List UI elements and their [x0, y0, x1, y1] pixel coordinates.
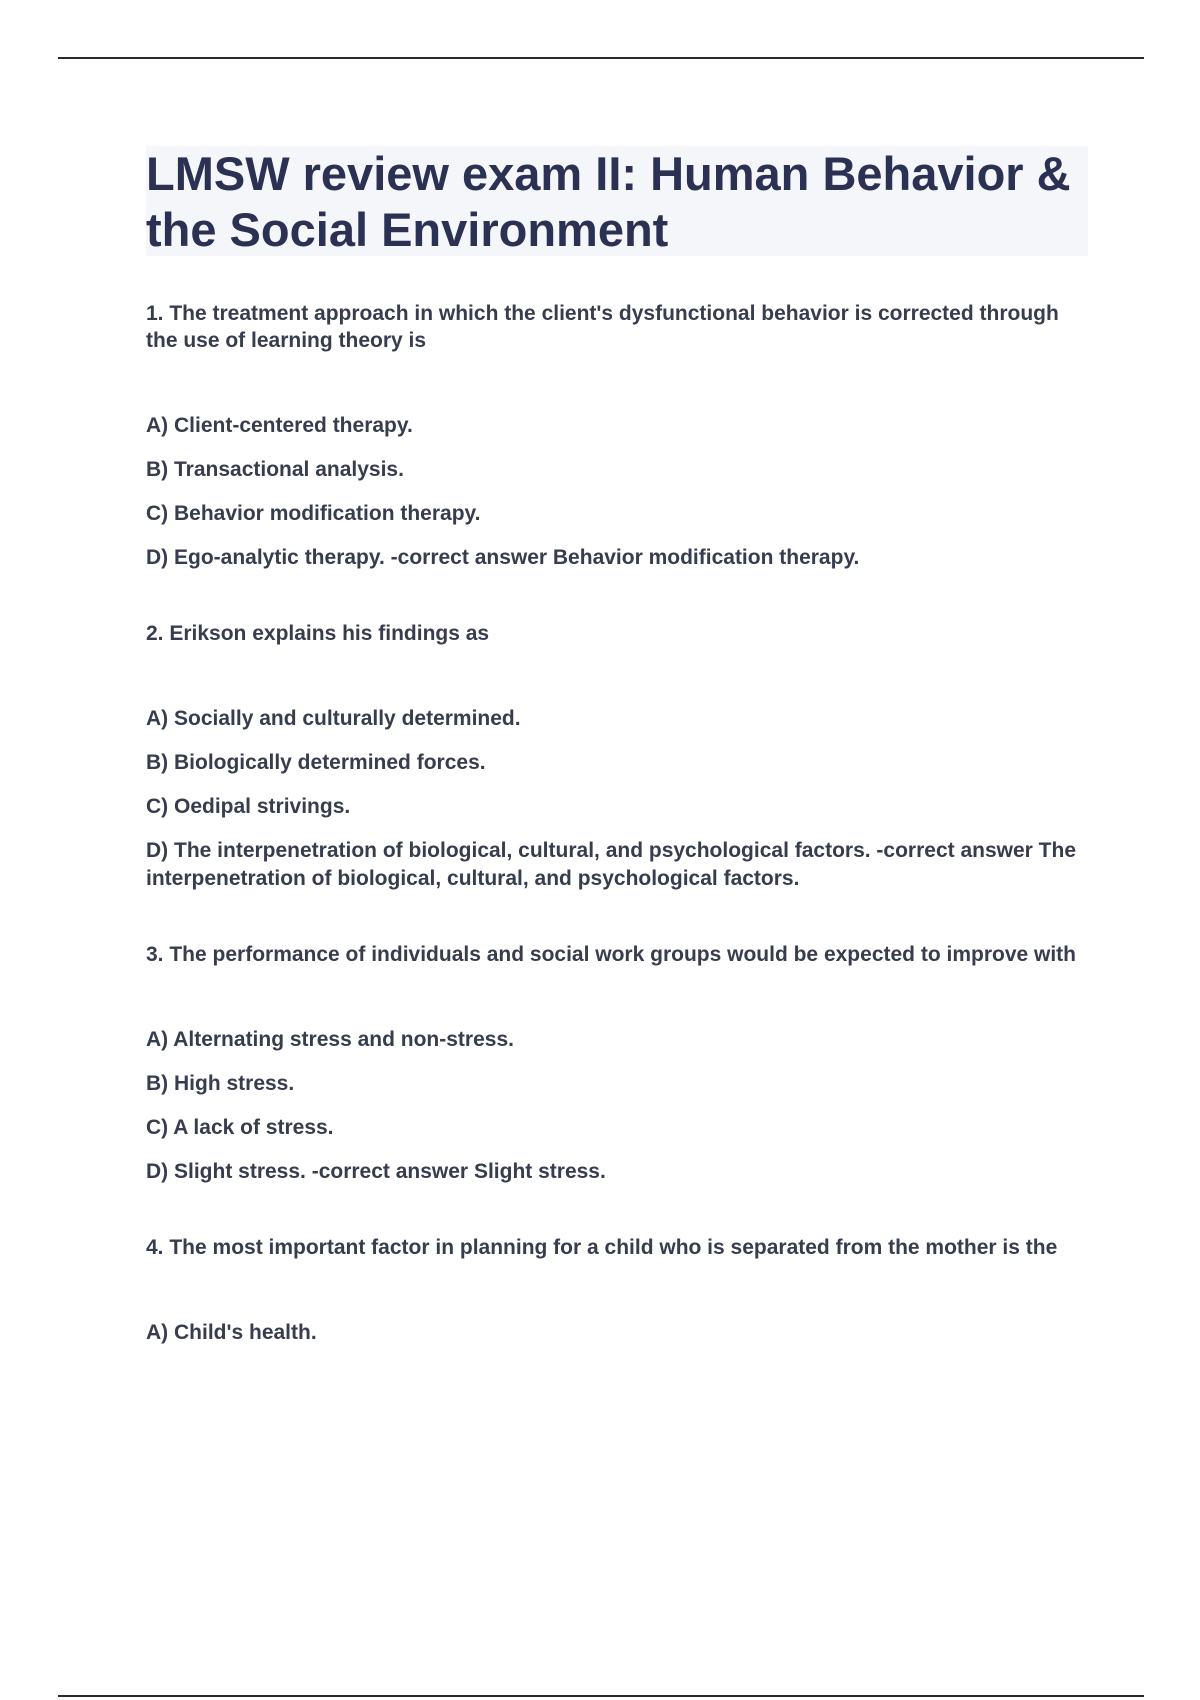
- answer-option: B) High stress.: [146, 1072, 295, 1095]
- question-4: [146, 1234, 1088, 1347]
- title-block: [146, 146, 1088, 256]
- question-1: [146, 300, 1088, 572]
- question-stem: 3. The performance of individuals and social work groups would be expected to improve with: [146, 943, 1076, 966]
- answer-option: C) Behavior modification therapy.: [146, 502, 481, 525]
- answer-option: A) Alternating stress and non-stress.: [146, 1028, 514, 1051]
- question-stem: 4. The most important factor in planning for a child who is separated from the mother is the: [146, 1236, 1058, 1259]
- question-stem: 1. The treatment approach in which the client's dysfunctional behavior is corrected through the use of learning theory is: [146, 302, 1059, 352]
- bottom-divider: [58, 1695, 1144, 1697]
- answer-option: C) A lack of stress.: [146, 1116, 334, 1139]
- page-content: [146, 146, 1088, 1363]
- question-stem: 2. Erikson explains his findings as: [146, 622, 490, 645]
- answer-option: B) Transactional analysis.: [146, 458, 404, 481]
- answer-option: A) Client-centered therapy.: [146, 414, 413, 437]
- question-3: [146, 941, 1088, 1186]
- answer-option: A) Socially and culturally determined.: [146, 707, 521, 730]
- answer-option: D) Slight stress. -correct answer Slight stress.: [146, 1160, 606, 1183]
- top-divider: [58, 57, 1144, 59]
- answer-option: B) Biologically determined forces.: [146, 751, 486, 774]
- answer-option: D) Ego-analytic therapy. -correct answer Behavior modification therapy.: [146, 546, 860, 569]
- question-list: [146, 300, 1088, 1347]
- answer-option: C) Oedipal strivings.: [146, 795, 351, 818]
- answer-option: D) The interpenetration of biological, cultural, and psychological factors. -correct answer The interpenetration of biological, cultural, and psychological factors.: [146, 839, 1076, 890]
- page-title: LMSW review exam II: Human Behavior & the Social Environment: [146, 147, 1071, 256]
- question-2: [146, 620, 1088, 893]
- answer-option: A) Child's health.: [146, 1321, 317, 1344]
